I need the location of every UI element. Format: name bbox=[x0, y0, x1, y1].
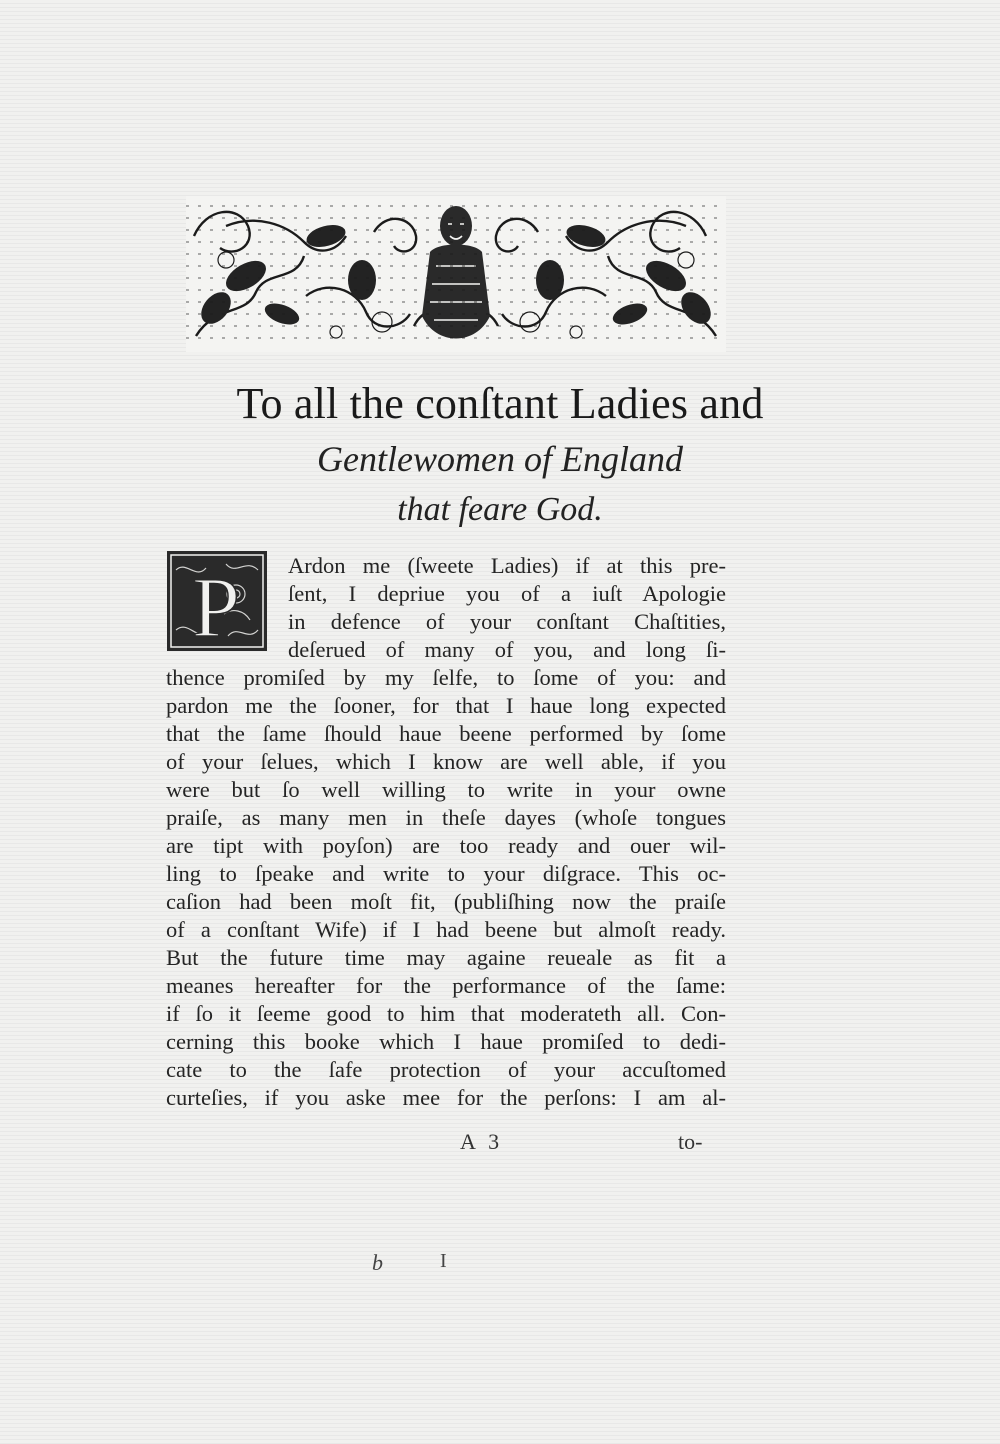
body-line: cate to the ſafe protection of your accuſtomed bbox=[166, 1057, 726, 1082]
body-line: in defence of your conſtant Chaſtities, bbox=[288, 609, 726, 634]
body-line: praiſe, as many men in theſe dayes (whoſe tongues bbox=[166, 805, 726, 830]
body-line: ſent, I depriue you of a iuſt Apologie bbox=[288, 581, 726, 606]
dropcap-letter: P bbox=[192, 559, 240, 652]
body-line: of your ſelues, which I know are well able, if you bbox=[166, 749, 726, 774]
body-line: if ſo it ſeeme good to him that moderateth all. Con- bbox=[166, 1001, 726, 1026]
body-line: ling to ſpeake and write to your diſgrace. This oc- bbox=[166, 861, 726, 886]
title-line-3: that feare God. bbox=[397, 491, 603, 528]
body-line: curteſies, if you aske mee for the perſons: I am al- bbox=[166, 1085, 726, 1110]
body-line: pardon me the ſooner, for that I haue long expected bbox=[166, 693, 726, 718]
body-line: thence promiſed by my ſelfe, to ſome of you: and bbox=[166, 665, 726, 690]
catchword: to- bbox=[678, 1129, 703, 1154]
body-line: Ardon me (ſweete Ladies) if at this pre- bbox=[288, 553, 726, 578]
body-line: But the future time may againe reueale as fit a bbox=[166, 945, 726, 970]
body-line: deſerued of many of you, and long ſi- bbox=[288, 637, 726, 662]
body-line: caſion had been moſt fit, (publiſhing now the praiſe bbox=[166, 889, 726, 914]
title-line-2: Gentlewomen of England bbox=[317, 439, 683, 479]
body-line: cerning this booke which I haue promiſed to dedi- bbox=[166, 1029, 726, 1054]
signature-mark: A 3 bbox=[460, 1129, 504, 1154]
body-line: were but ſo well willing to write in your owne bbox=[166, 777, 726, 802]
body-line: meanes hereafter for the performance of the ſame: bbox=[166, 973, 726, 998]
body-line: that the ſame ſhould haue beene performed by ſome bbox=[166, 721, 726, 746]
title-line-1: To all the conſtant Ladies and bbox=[236, 379, 764, 428]
woodcut-headpiece-ornament bbox=[186, 196, 726, 352]
ornamental-initial-p bbox=[166, 550, 268, 652]
sheet-letter: b bbox=[372, 1250, 383, 1275]
sheet-number: I bbox=[440, 1250, 447, 1272]
body-line: are tipt with poyſon) are too ready and ouer wil- bbox=[166, 833, 726, 858]
body-line: of a conſtant Wife) if I had beene but almoſt ready. bbox=[166, 917, 726, 942]
